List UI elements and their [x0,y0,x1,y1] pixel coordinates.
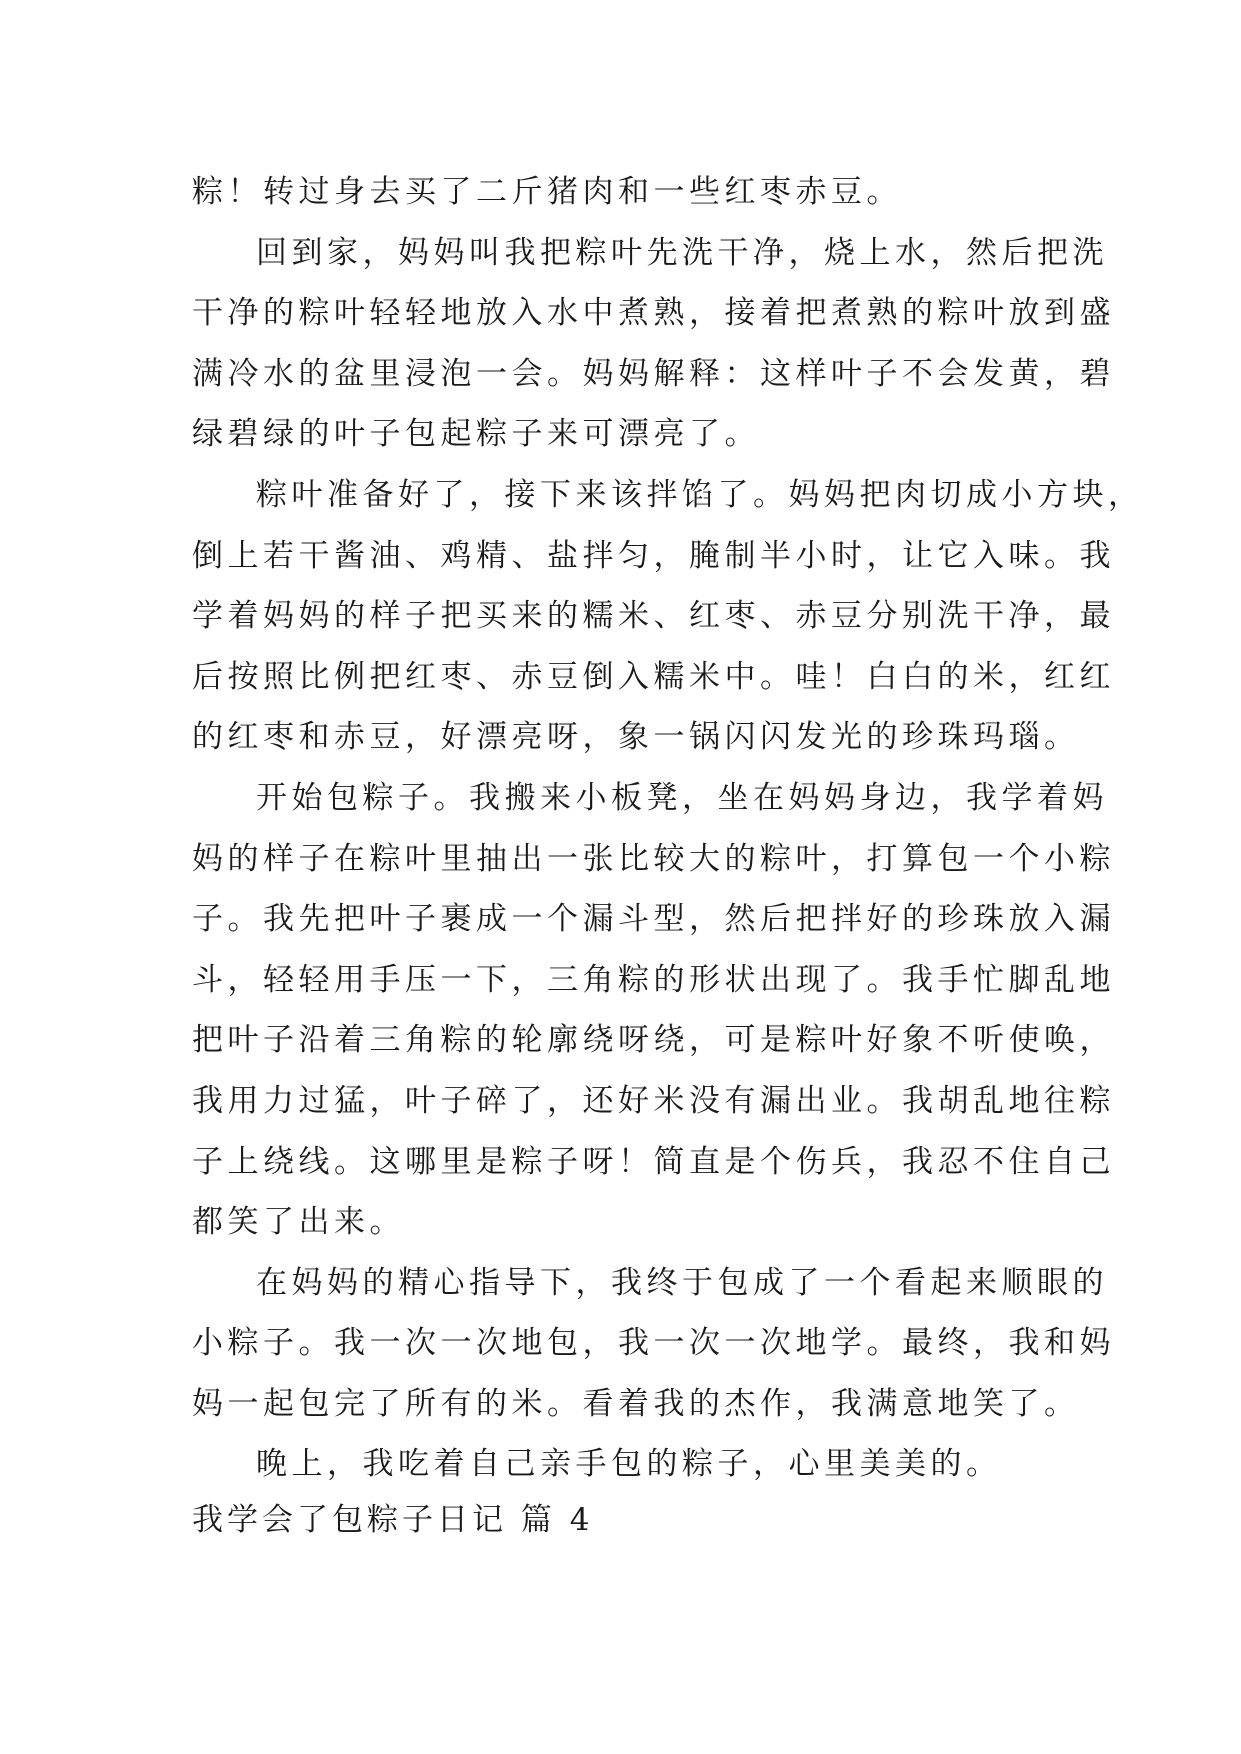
paragraph-line: 把叶子沿着三角粽的轮廓绕呀绕，可是粽叶好象不听使唤， [192,1022,1115,1059]
paragraph-line: 开始包粽子。我搬来小板凳，坐在妈妈身边，我学着妈 [256,779,1108,816]
paragraph-line: 斗，轻轻用手压一下，三角粽的形状出现了。我手忙脚乱地 [192,961,1115,998]
paragraph-line: 子。我先把叶子裹成一个漏斗型，然后把拌好的珍珠放入漏 [192,901,1115,938]
paragraph-line: 都笑了出来。 [192,1204,405,1241]
paragraph-line: 学着妈妈的样子把买来的糯米、红枣、赤豆分别洗干净，最 [192,598,1115,635]
paragraph-line: 晚上，我吃着自己亲手包的粽子，心里美美的。 [256,1446,1002,1483]
paragraph-line: 粽叶准备好了，接下来该拌馅了。妈妈把肉切成小方块， [256,476,1144,513]
paragraph-line: 妈一起包完了所有的米。看着我的杰作，我满意地笑了。 [192,1385,1080,1422]
paragraph-line: 在妈妈的精心指导下，我终于包成了一个看起来顺眼的 [256,1264,1108,1301]
paragraph-line: 的红枣和赤豆，好漂亮呀，象一锅闪闪发光的珍珠玛瑙。 [192,719,1080,756]
paragraph-line: 后按照比例把红枣、赤豆倒入糯米中。哇！白白的米，红红 [192,658,1115,695]
paragraph-line: 小粽子。我一次一次地包，我一次一次地学。最终，我和妈 [192,1325,1115,1362]
paragraph-line: 绿碧绿的叶子包起粽子来可漂亮了。 [192,416,760,453]
paragraph-line: 子上绕线。这哪里是粽子呀！简直是个伤兵，我忍不住自己 [192,1143,1115,1180]
paragraph-line: 满冷水的盆里浸泡一会。妈妈解释：这样叶子不会发黄，碧 [192,355,1115,392]
paragraph-line: 回到家，妈妈叫我把粽叶先洗干净，烧上水，然后把洗 [256,234,1108,271]
paragraph-line: 我用力过猛，叶子碎了，还好米没有漏出业。我胡乱地往粽 [192,1082,1115,1119]
body-text [192,162,1144,1495]
paragraph-line: 干净的粽叶轻轻地放入水中煮熟，接着把煮熟的粽叶放到盛 [192,295,1115,332]
paragraph-line: 妈的样子在粽叶里抽出一张比较大的粽叶，打算包一个小粽 [192,840,1115,877]
section-heading: 我学会了包粽子日记 篇 4 [192,1502,594,1538]
paragraph-line: 粽！转过身去买了二斤猪肉和一些红枣赤豆。 [192,174,902,210]
paragraph-line: 倒上若干酱油、鸡精、盐拌匀，腌制半小时，让它入味。我 [192,537,1115,574]
